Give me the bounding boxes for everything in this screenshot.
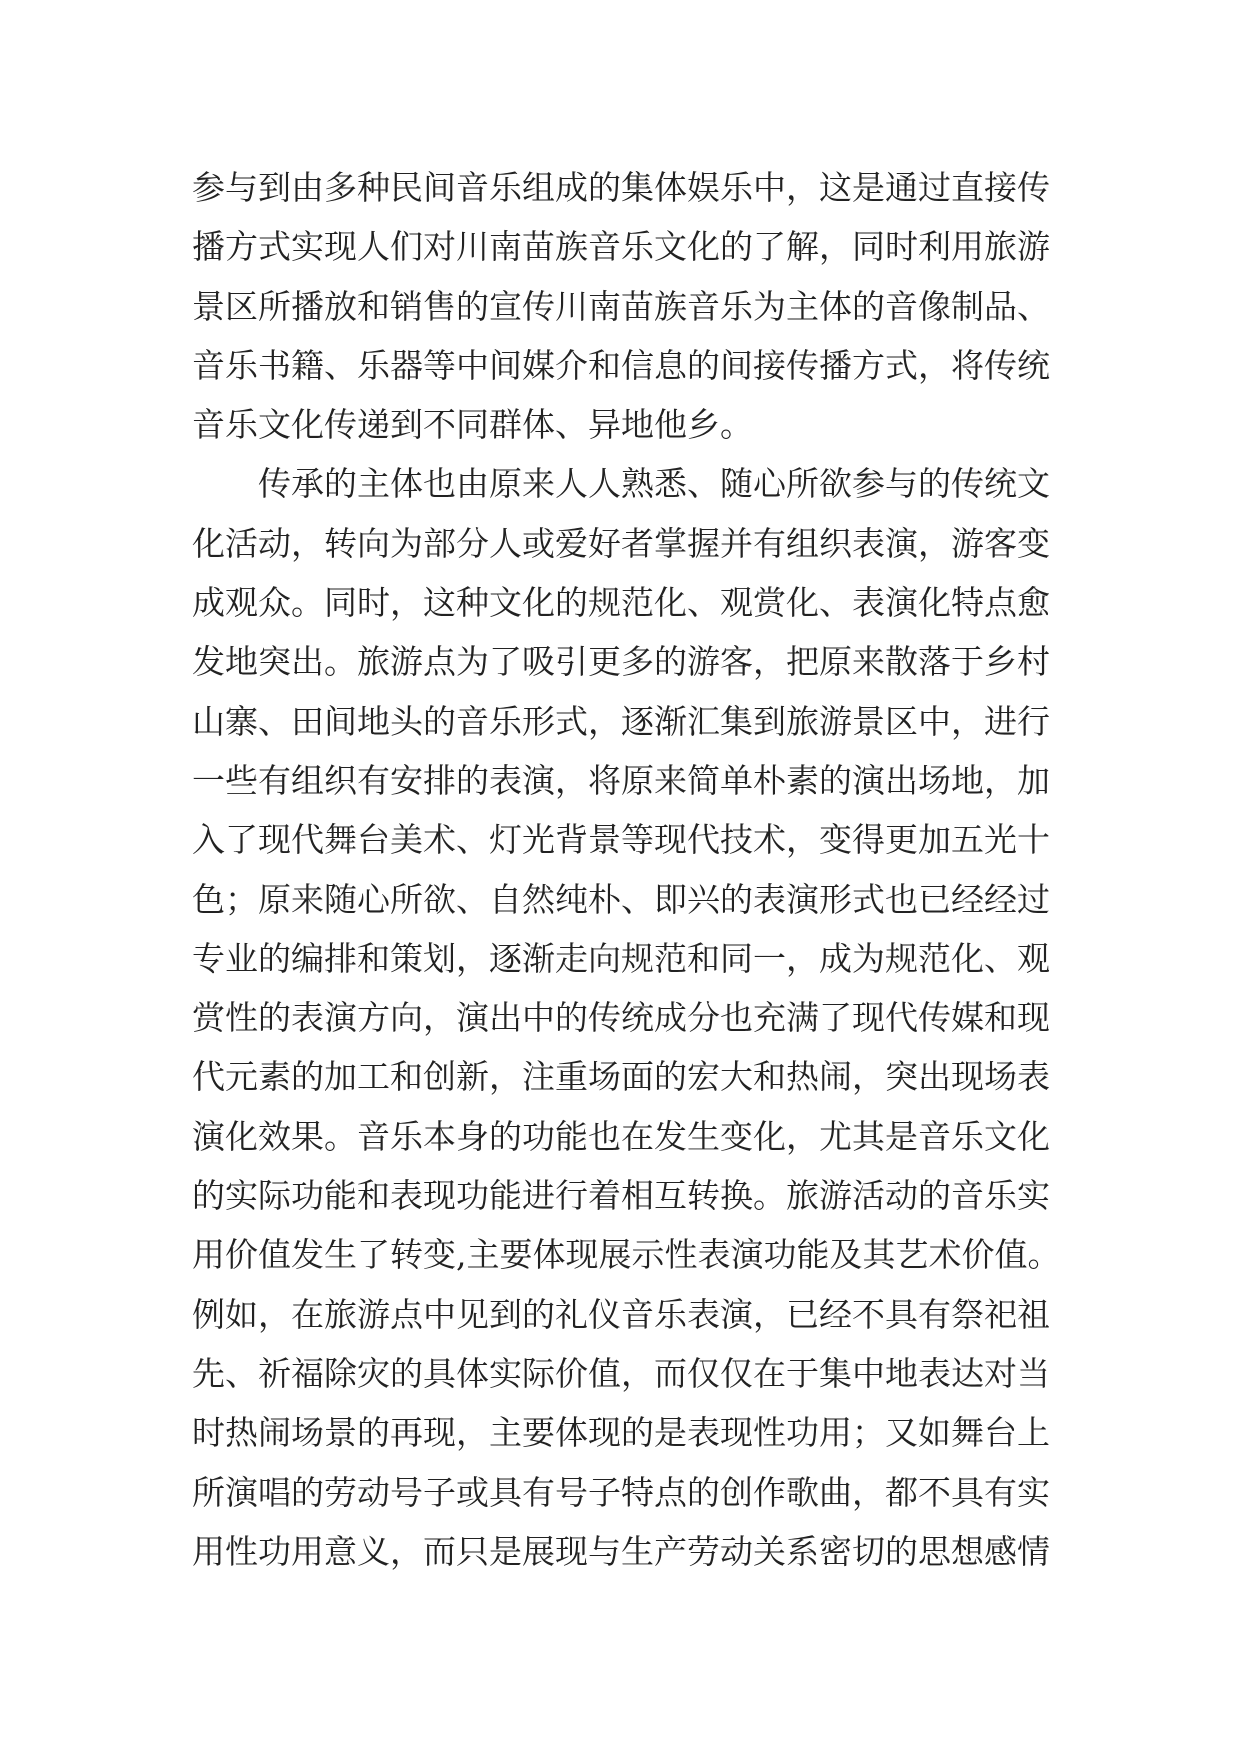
text-line: 一些有组织有安排的表演，将原来简单朴素的演出场地，加 (192, 760, 1050, 800)
text-line: 色；原来随心所欲、自然纯朴、即兴的表演形式也已经经过 (192, 879, 1050, 919)
text-line: 音乐文化传递到不同群体、异地他乡。 (192, 405, 753, 445)
text-line: 先、祈福除灾的具体实际价值，而仅仅在于集中地表达对当 (192, 1353, 1050, 1393)
text-line: 入了现代舞台美术、灯光背景等现代技术，变得更加五光十 (192, 820, 1050, 860)
text-line: 参与到由多种民间音乐组成的集体娱乐中，这是通过直接传 (192, 168, 1050, 207)
text-line: 音乐书籍、乐器等中间媒介和信息的间接传播方式，将传统 (192, 345, 1050, 385)
text-line: 景区所播放和销售的宣传川南苗族音乐为主体的音像制品、 (192, 286, 1050, 326)
text-line: 所演唱的劳动号子或具有号子特点的创作歌曲，都不具有实 (192, 1472, 1050, 1512)
text-line: 专业的编排和策划，逐渐走向规范和同一，成为规范化、观 (192, 938, 1050, 978)
text-line: 用性功用意义，而只是展现与生产劳动关系密切的思想感情 (192, 1531, 1050, 1571)
text-line: 演化效果。音乐本身的功能也在发生变化，尤其是音乐文化 (192, 1116, 1050, 1156)
text-line: 发地突出。旅游点为了吸引更多的游客，把原来散落于乡村 (192, 642, 1050, 682)
text-line: 时热闹场景的再现，主要体现的是表现性功用；又如舞台上 (192, 1413, 1050, 1453)
text-line: 赏性的表演方向，演出中的传统成分也充满了现代传媒和现 (192, 998, 1050, 1038)
paragraph-1 (192, 158, 1072, 454)
text-line: 代元素的加工和创新，注重场面的宏大和热闹，突出现场表 (192, 1057, 1050, 1097)
body-text (192, 158, 1072, 1581)
text-line: 播方式实现人们对川南苗族音乐文化的了解，同时利用旅游 (192, 227, 1050, 267)
text-line: 用价值发生了转变,主要体现展示性表演功能及其艺术价值。 (192, 1235, 1061, 1275)
text-line: 的实际功能和表现功能进行着相互转换。旅游活动的音乐实 (192, 1176, 1050, 1216)
text-line: 山寨、田间地头的音乐形式，逐渐汇集到旅游景区中，进行 (192, 701, 1050, 741)
text-line: 成观众。同时，这种文化的规范化、观赏化、表演化特点愈 (192, 583, 1050, 623)
text-line: 化活动，转向为部分人或爱好者掌握并有组织表演，游客变 (192, 523, 1050, 563)
text-line: 传承的主体也由原来人人熟悉、随心所欲参与的传统文 (258, 464, 1050, 504)
paragraph-2 (192, 454, 1072, 1581)
text-line: 例如，在旅游点中见到的礼仪音乐表演，已经不具有祭祀祖 (192, 1294, 1050, 1334)
